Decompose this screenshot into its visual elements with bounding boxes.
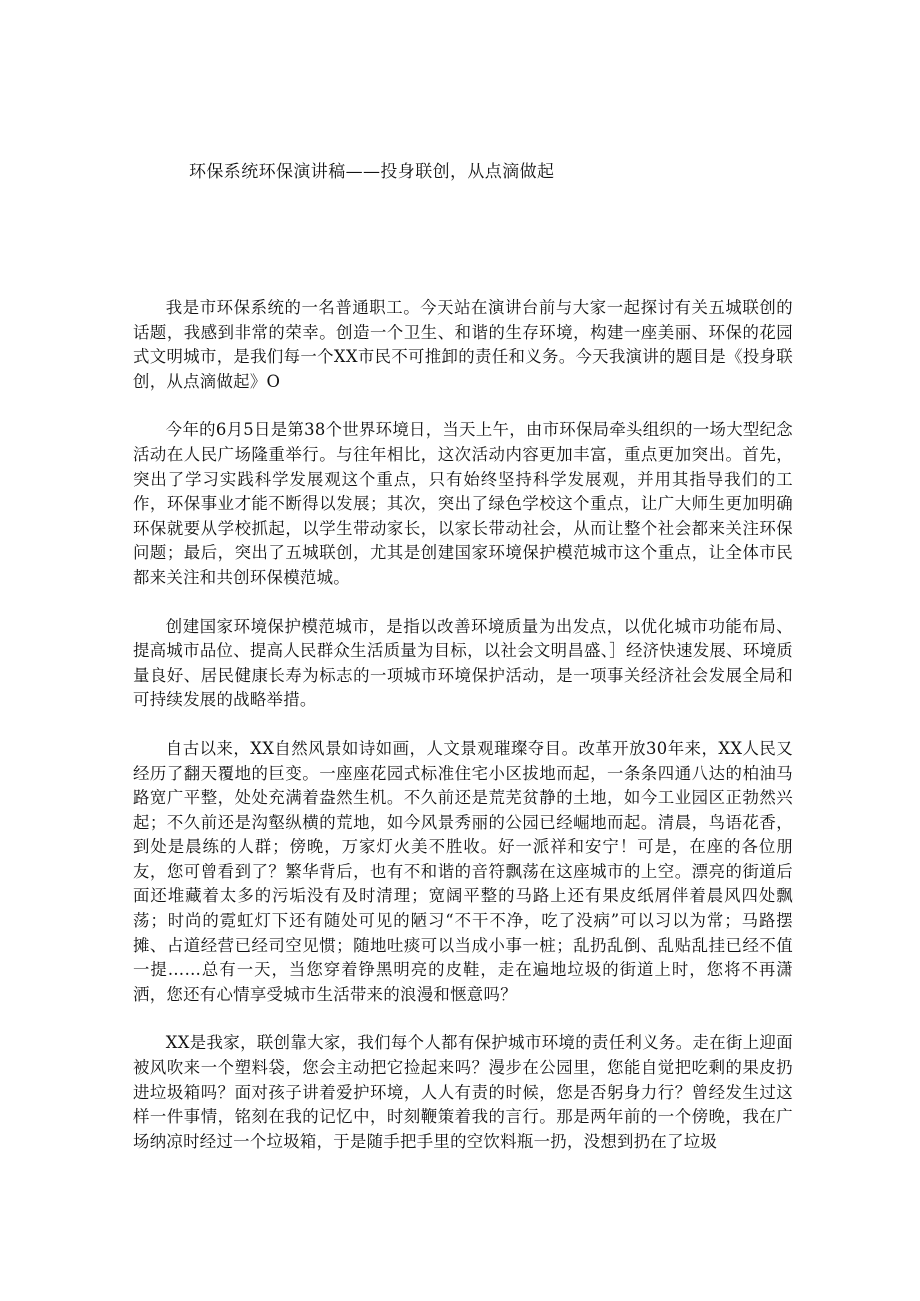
paragraph-1: 我是市环保系统的一名普通职工。今天站在演讲台前与大家一起探讨有关五城联创的话题，我感到非常的荣幸。创造一个卫生、和谐的生存环境，构建一座美丽、环保的花园式文明城市，是我们每一个XX市民不可推卸的责任和义务。今天我演讲的题目是《投身联创，从点滴做起》O <box>133 298 793 391</box>
document-body <box>133 296 793 1178</box>
paragraph-3: 创建国家环境保护模范城市，是指以改善环境质量为出发点，以优化城市功能布局、提高城市品位、提高人民群众生活质量为目标，以社会文明昌盛、］经济快速发展、环境质量良好、居民健康长寿为标志的一项城市环境保护活动，是一项事关经济社会发展全局和可持续发展的战略举措。 <box>133 616 793 710</box>
paragraph-2: 今年的6月5日是第38个世界环境日，当天上午，由市环保局牵头组织的一场大型纪念活动在人民广场隆重举行。与往年相比，这次活动内容更加丰富，重点更加突出。首先，突出了学习实践科学发展观这个重点，只有始终坚持科学发展观，并用其指导我们的工作，环保事业才能不断得以发展；其次，突出了绿色学校这个重点，让广大师生更加明确环保就要从学校抓起，以学生带动家长，以家长带动社会，从而让整个社会都来关注环保问题；最后，突出了五城联创，尤其是创建国家环境保护模范城市这个重点，让全体市民都来关注和共创环保模范城。 <box>133 420 793 587</box>
paragraph-4: 自古以来，XX自然风景如诗如画，人文景观璀璨夺目。改革开放30年来，XX人民又经历了翻天覆地的巨变。一座座花园式标准住宅小区拔地而起，一条条四通八达的柏油马路宽广平整，处处充满着盎然生机。不久前还是荒芜贫静的土地，如今工业园区正勃然兴起；不久前还是沟壑纵横的荒地，如今风景秀丽的公园已经崛地而起。清晨，鸟语花香，到处是晨练的人群；傍晚，万家灯火美不胜收。好一派祥和安宁！可是，在座的各位朋友，您可曾看到了？繁华背后，也有不和谐的音符飘荡在这座城市的上空。漂亮的街道后面还堆藏着太多的污垢没有及时清理；宽阔平整的马路上还有果皮纸屑伴着晨风四处飘荡；时尚的霓虹灯下还有随处可见的陋习“不干不净，吃了没病”可以习以为常；马路摆摊、占道经营已经司空见惯；随地吐痰可以当成小事一桩；乱扔乱倒、乱贴乱挂已经不值一提……总有一天，当您穿着铮黑明亮的皮鞋，走在遍地垃圾的街道上时，您将不再潇洒，您还有心情享受城市生活带来的浪漫和惬意吗？ <box>133 738 793 1004</box>
document-title: 环保系统环保演讲稿——投身联创，从点滴做起 <box>189 162 555 182</box>
paragraph-5: XX是我家，联创靠大家，我们每个人都有保护城市环境的责任利义务。走在街上迎面被风吹来一个塑料袋，您会主动把它捡起来吗？漫步在公园里，您能自觉把吃剩的果皮扔进垃圾箱吗？面对孩子讲着爱护环境，人人有责的时候，您是否躬身力行？曾经发生过这样一件事情，铭刻在我的记忆中，时刻鞭策着我的言行。那是两年前的一个傍晚，我在广场纳凉时经过一个垃圾箱，于是随手把手里的空饮料瓶一扔，没想到扔在了垃圾 <box>133 1033 793 1151</box>
